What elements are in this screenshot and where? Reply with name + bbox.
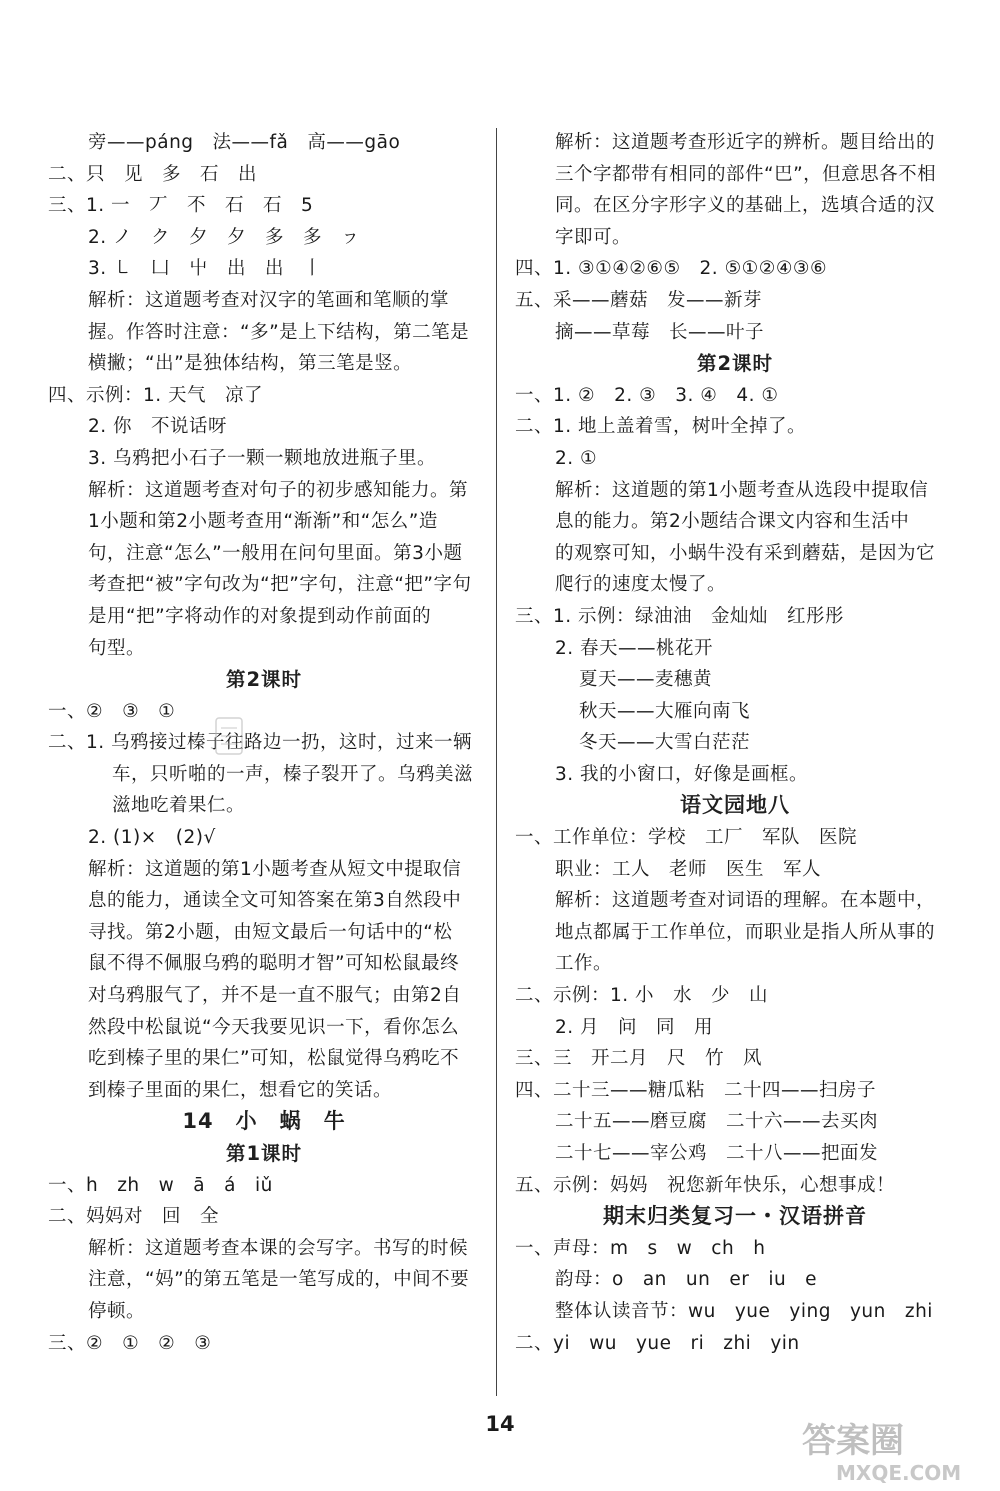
right-line: 冬天——大雪白茫茫	[579, 732, 751, 754]
right-line: 五、示例：妈妈 祝您新年快乐，心想事成！	[515, 1174, 896, 1196]
left-line: 句，注意“怎么”一般用在问句里面。第3小题	[88, 542, 463, 564]
right-line: 字即可。	[555, 226, 632, 248]
right-line: 韵母：o an un er iu e	[555, 1269, 818, 1291]
right-line: 三、1. 示例：绿油油 金灿灿 红彤彤	[515, 605, 845, 627]
right-heading: 第2课时	[696, 352, 774, 376]
right-line: 3. 我的小窗口，好像是画框。	[555, 763, 809, 785]
watermark-logo-icon	[796, 1418, 986, 1488]
right-line: 四、二十三——糖瓜粘 二十四——扫房子	[515, 1079, 877, 1101]
column-divider	[496, 128, 497, 1396]
left-line: 然段中松鼠说“今天我要见识一下，看你怎么	[88, 1016, 460, 1038]
right-line: 夏天——麦穗黄	[579, 669, 713, 691]
right-line: 摘——草莓 长——叶子	[555, 321, 765, 343]
left-line: 握。作答时注意：“多”是上下结构，第二笔是	[88, 321, 470, 343]
left-line: 到榛子里面的果仁，想看它的笑话。	[88, 1079, 393, 1101]
right-line: 解析：这道题考查对词语的理解。在本题中，	[555, 890, 936, 912]
right-line: 爬行的速度太慢了。	[555, 574, 727, 596]
left-line: 2. 你 不说话呀	[88, 416, 228, 438]
right-line: 解析：这道题的第1小题考查从选段中提取信	[555, 479, 929, 501]
left-line: 息的能力，通读全文可知答案在第3自然段中	[88, 890, 462, 912]
right-heading: 期末归类复习一・汉语拼音	[603, 1204, 867, 1229]
page-number: 14	[485, 1412, 515, 1436]
watermark-main: 答案圈	[802, 1421, 904, 1461]
right-line: 2. 春天——桃花开	[555, 637, 714, 659]
left-line: 解析：这道题考查本课的会写字。书写的时候	[88, 1237, 469, 1259]
left-line: 3. ㇄ 凵 屮 出 出 丨	[88, 258, 323, 280]
left-line: 一、② ③ ①	[48, 700, 176, 722]
left-line: 鼠不得不佩服乌鸦的聪明才智”可知松鼠最终	[88, 953, 460, 975]
right-line: 一、1. ② 2. ③ 3. ④ 4. ①	[515, 384, 779, 406]
right-line: 二十五——磨豆腐 二十六——去买肉	[555, 1111, 879, 1133]
left-line: 二、1. 乌鸦接过榛子往路边一扔，这时，过来一辆	[48, 732, 473, 754]
left-line: 1小题和第2小题考查用“渐渐”和“怎么”造	[88, 511, 438, 533]
left-line: 旁——páng 法——fǎ 高——gāo	[88, 132, 401, 153]
left-heading: 第1课时	[225, 1142, 303, 1165]
left-line: 车，只听啪的一声，榛子裂开了。乌鸦美滋	[112, 763, 474, 785]
left-line: 四、示例：1. 天气 凉了	[48, 384, 264, 406]
right-line: 二、yi wu yue ri zhi yin	[515, 1332, 800, 1354]
left-line: 注意，“妈”的第五笔是一笔写成的，中间不要	[88, 1269, 470, 1291]
right-line: 同。在区分字形字义的基础上，选填合适的汉	[555, 195, 936, 217]
left-line: 一、h zh w ā á iǔ	[48, 1174, 273, 1196]
left-line: 解析：这道题的第1小题考查从短文中提取信	[88, 858, 462, 880]
right-line: 2. ①	[555, 447, 598, 469]
left-line: 3. 乌鸦把小石子一颗一颗地放进瓶子里。	[88, 447, 437, 469]
left-line: 寻找。第2小题，由短文最后一句话中的“松	[88, 921, 453, 943]
right-line: 三个字都带有相同的部件“巴”，但意思各不相	[555, 163, 937, 185]
left-column	[48, 127, 480, 1359]
left-heading: 第2课时	[225, 668, 303, 692]
left-line: 二、妈妈对 回 全	[48, 1206, 220, 1228]
left-line: 2. ノ ク 夕 夕 多 多 ㇷ	[88, 226, 361, 248]
left-line: 三、1. 一 丆 不 石 石 5	[48, 195, 314, 217]
right-line: 四、1. ③①④②⑥⑤ 2. ⑤①②④③⑥	[515, 258, 828, 280]
right-column	[515, 127, 955, 1359]
right-line: 解析：这道题考查形近字的辨析。题目给出的	[555, 132, 936, 153]
left-line: 吃到榛子里的果仁”可知，松鼠觉得乌鸦吃不	[88, 1048, 460, 1070]
right-line: 地点都属于工作单位，而职业是指人所从事的	[555, 921, 936, 943]
right-line: 一、声母：m s w ch h	[515, 1237, 766, 1259]
right-line: 工作。	[555, 953, 613, 975]
left-line: 句型。	[88, 637, 146, 659]
left-line: 解析：这道题考查对句子的初步感知能力。第	[88, 479, 469, 501]
left-line: 滋地吃着果仁。	[112, 795, 246, 817]
right-line: 二、1. 地上盖着雪，树叶全掉了。	[515, 416, 807, 438]
watermark-sub: MXQE.COM	[836, 1461, 962, 1485]
left-line: 停顿。	[88, 1300, 146, 1322]
left-line: 对乌鸦服气了，并不是一直不服气；由第2自	[88, 985, 462, 1007]
right-line: 2. 月 问 同 用	[555, 1016, 714, 1038]
right-line: 二十七——宰公鸡 二十八——把面发	[555, 1143, 879, 1164]
left-line: 是用“把”字将动作的对象提到动作前面的	[88, 605, 432, 627]
left-line: 解析：这道题考查对汉字的笔画和笔顺的掌	[88, 289, 450, 311]
left-heading: 14 小 蜗 牛	[182, 1109, 346, 1134]
left-line: 横撇；“出”是独体结构，第三笔是竖。	[88, 353, 413, 375]
stamp-mark-icon	[214, 716, 244, 756]
left-line: 三、② ① ② ③	[48, 1332, 212, 1354]
right-heading: 语文园地八	[680, 793, 790, 818]
right-line: 三、三 开二月 尺 竹 风	[515, 1048, 763, 1070]
right-line: 五、采——蘑菇 发——新芽	[515, 289, 763, 311]
right-line: 秋天——大雁向南飞	[579, 700, 751, 722]
right-line: 二、示例：1. 小 水 少 山	[515, 985, 769, 1007]
right-line: 的观察可知，小蜗牛没有采到蘑菇，是因为它	[555, 542, 936, 564]
right-line: 职业：工人 老师 医生 军人	[555, 858, 822, 880]
left-line: 考查把“被”字句改为“把”字句，注意“把”字句	[88, 574, 472, 596]
right-line: 整体认读音节：wu yue ying yun zhi	[555, 1300, 933, 1322]
left-line: 二、只 见 多 石 出	[48, 163, 258, 185]
right-line: 一、工作单位：学校 工厂 军队 医院	[515, 827, 858, 849]
right-line: 息的能力。第2小题结合课文内容和生活中	[555, 511, 910, 533]
left-line: 2. (1)× (2)√	[88, 827, 216, 849]
